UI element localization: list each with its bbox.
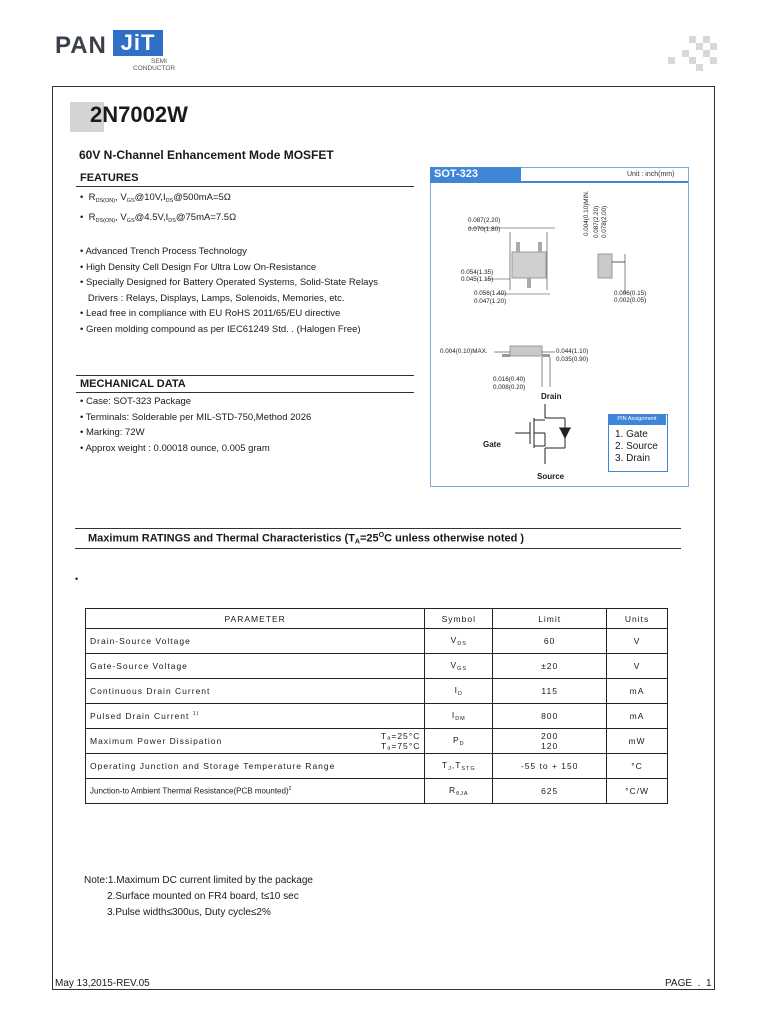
side-view-body <box>598 254 612 278</box>
dim-label: 0.045(1.15) <box>461 276 494 283</box>
feature-item: Drivers : Relays, Displays, Lamps, Solenoids, Memories, etc. <box>80 292 345 304</box>
cell-parameter: Tₐ=25°C Tₐ=75°C Maximum Power Dissipation <box>86 729 425 754</box>
cell-parameter: Operating Junction and Storage Temperature Range <box>86 754 425 779</box>
ratings-top-rule <box>75 528 681 529</box>
pin-item: 3. Drain <box>615 453 651 464</box>
dim-label: 0.056(1.40) <box>474 290 507 297</box>
dim-label: 0.004(0.10)MIN. <box>583 190 590 236</box>
cell-symbol: $P_D$ <box>425 729 493 754</box>
cell-units: mW <box>607 729 668 754</box>
page-title: 2N7002W <box>90 102 188 127</box>
header-parameter: PARAMETER <box>86 609 425 629</box>
cell-limit: 200 120 <box>493 729 607 754</box>
cell-symbol: $V_{DS}$ <box>425 629 493 654</box>
cell-units: V <box>607 629 668 654</box>
mechanical-top-rule <box>76 375 414 376</box>
cell-limit: ±20 <box>493 654 607 679</box>
ratings-title: Maximum RATINGS and Thermal Characteristics ($T_A=25^OC$ unless otherwise noted ) <box>88 532 525 546</box>
power-conditions: Tₐ=25°C Tₐ=75°C <box>381 731 421 751</box>
gate-label: Gate <box>483 440 501 449</box>
logo-semiconductor <box>133 58 175 72</box>
table-row <box>86 629 668 654</box>
table-row <box>86 704 668 729</box>
decorative-squares <box>668 36 718 76</box>
features-heading: FEATURES <box>80 172 139 184</box>
cell-limit: 625 <box>493 779 607 804</box>
cell-parameter: Continuous Drain Current <box>86 679 425 704</box>
dim-label: 0.054(1.35) <box>461 269 494 276</box>
table-row <box>86 754 668 779</box>
header-units: Units <box>607 609 668 629</box>
table-row <box>86 654 668 679</box>
dim-label: 0.087(2.20) <box>468 217 501 224</box>
package-name: SOT-323 <box>430 167 521 181</box>
pin-list <box>615 429 658 465</box>
pin-lead <box>516 242 520 252</box>
table-row <box>86 729 668 754</box>
logo-pan-text: PAN <box>55 32 107 59</box>
mechanical-rule <box>76 392 414 393</box>
ratings-table <box>85 608 668 804</box>
cell-symbol: $R_{\theta JA}$ <box>425 779 493 804</box>
dim-label: 0.070(1.80) <box>468 226 501 233</box>
pin-item: 2. Source <box>615 441 658 452</box>
top-view-body <box>512 252 546 278</box>
cell-limit: 800 <box>493 704 607 729</box>
logo-semi-line2: CONDUCTOR <box>133 65 176 72</box>
mechanical-item: • Case: SOT-323 Package <box>80 396 192 407</box>
pin-lead <box>538 242 542 252</box>
package-unit: Unit : inch(mm) <box>627 171 675 178</box>
mechanical-item: • Marking: 72W <box>80 427 145 438</box>
note-item: Note:1.Maximum DC current limited by the package <box>84 875 313 886</box>
features-list <box>80 190 378 337</box>
mechanical-list <box>80 394 311 456</box>
cell-units: °C/W <box>607 779 668 804</box>
cell-symbol: $T_J,T_{STG}$ <box>425 754 493 779</box>
dim-label: 0.078(2.00) <box>601 205 608 238</box>
feature-item: • Advanced Trench Process Technology <box>80 246 247 257</box>
cell-units: V <box>607 654 668 679</box>
table-header-row <box>86 609 668 629</box>
feature-item: • Lead free in compliance with EU RoHS 2011/65/EU directive <box>80 308 341 319</box>
logo-semi-line1: SEMI <box>151 58 167 65</box>
dim-label: 0.047(1.20) <box>474 298 507 305</box>
pin-lead <box>527 278 531 288</box>
features-rule <box>76 186 414 187</box>
panjit-logo <box>55 30 176 76</box>
table-row <box>86 679 668 704</box>
front-view-body <box>510 346 542 356</box>
mechanical-item: • Terminals: Solderable per MIL-STD-750,Method 2026 <box>80 411 312 423</box>
subtitle: 60V N-Channel Enhancement Mode MOSFET <box>79 148 334 162</box>
feature-item: • High Density Cell Design For Ultra Low On-Resistance <box>80 261 317 273</box>
cell-units: mA <box>607 704 668 729</box>
header-symbol: Symbol <box>425 609 493 629</box>
feature-item: • Green molding compound as per IEC61249 Std. . (Halogen Free) <box>80 323 361 335</box>
dim-label: 0.087(2.20) <box>593 205 600 238</box>
cell-parameter: Gate-Source Voltage <box>86 654 425 679</box>
table-row <box>86 779 668 804</box>
rds-line-2: • $R_{DS(ON)}$, $V_{GS}@4.5V,I_{DS}@75mA=7.5\Omega$ <box>80 211 237 224</box>
cell-parameter: Junction-to Ambient Thermal Resistance(PCB mounted)$^2$ <box>86 779 425 804</box>
note-item: 3.Pulse width≤300us, Duty cycle≤2% <box>107 907 271 918</box>
mechanical-item: • Approx weight : 0.00018 ounce, 0.005 gram <box>80 442 270 454</box>
logo-jit-text: JiT <box>113 30 163 56</box>
note-item: 2.Surface mounted on FR4 board, t≤10 sec <box>107 891 299 902</box>
dim-label: 0.004(0.10)MAX. <box>440 348 488 355</box>
cell-parameter: Pulsed Drain Current $^{1)}$ <box>86 704 425 729</box>
header-limit: Limit <box>493 609 607 629</box>
dim-label: 0.016(0.40) <box>493 376 526 383</box>
dim-label: 0.035(0.90) <box>556 356 589 363</box>
pin-item: 1. Gate <box>615 429 648 440</box>
footer-page: PAGE . 1 <box>665 978 712 989</box>
dim-label: 0.008(0.20) <box>493 384 526 391</box>
cell-limit: -55 to + 150 <box>493 754 607 779</box>
mosfet-symbol <box>515 404 571 464</box>
cell-limit: 60 <box>493 629 607 654</box>
cell-units: mA <box>607 679 668 704</box>
cell-symbol: $I_{DM}$ <box>425 704 493 729</box>
cell-symbol: $V_{GS}$ <box>425 654 493 679</box>
notes <box>84 873 313 921</box>
footer-date: May 13,2015-REV.05 <box>55 978 150 989</box>
ratings-bottom-rule <box>75 548 681 549</box>
dim-label: 0.002(0.05) <box>614 297 647 304</box>
feature-item: • Specially Designed for Battery Operated Systems, Solid-State Relays <box>80 277 378 288</box>
pin-assignment-heading: PIN Assignment <box>608 414 666 425</box>
rds-line-1: • $R_{DS(ON)}$, $V_{GS}@10V,I_{DS}@500mA=5\Omega$ <box>80 192 231 204</box>
source-label: Source <box>537 472 565 481</box>
drain-label: Drain <box>541 392 562 401</box>
dim-label: 0.006(0.15) <box>614 290 647 297</box>
cell-parameter: Drain-Source Voltage <box>86 629 425 654</box>
cell-limit: 115 <box>493 679 607 704</box>
cell-units: °C <box>607 754 668 779</box>
mechanical-heading: MECHANICAL DATA <box>80 378 186 390</box>
cell-symbol: $I_D$ <box>425 679 493 704</box>
stray-bullet: • <box>75 574 79 584</box>
dim-label: 0.044(1.10) <box>556 348 589 355</box>
